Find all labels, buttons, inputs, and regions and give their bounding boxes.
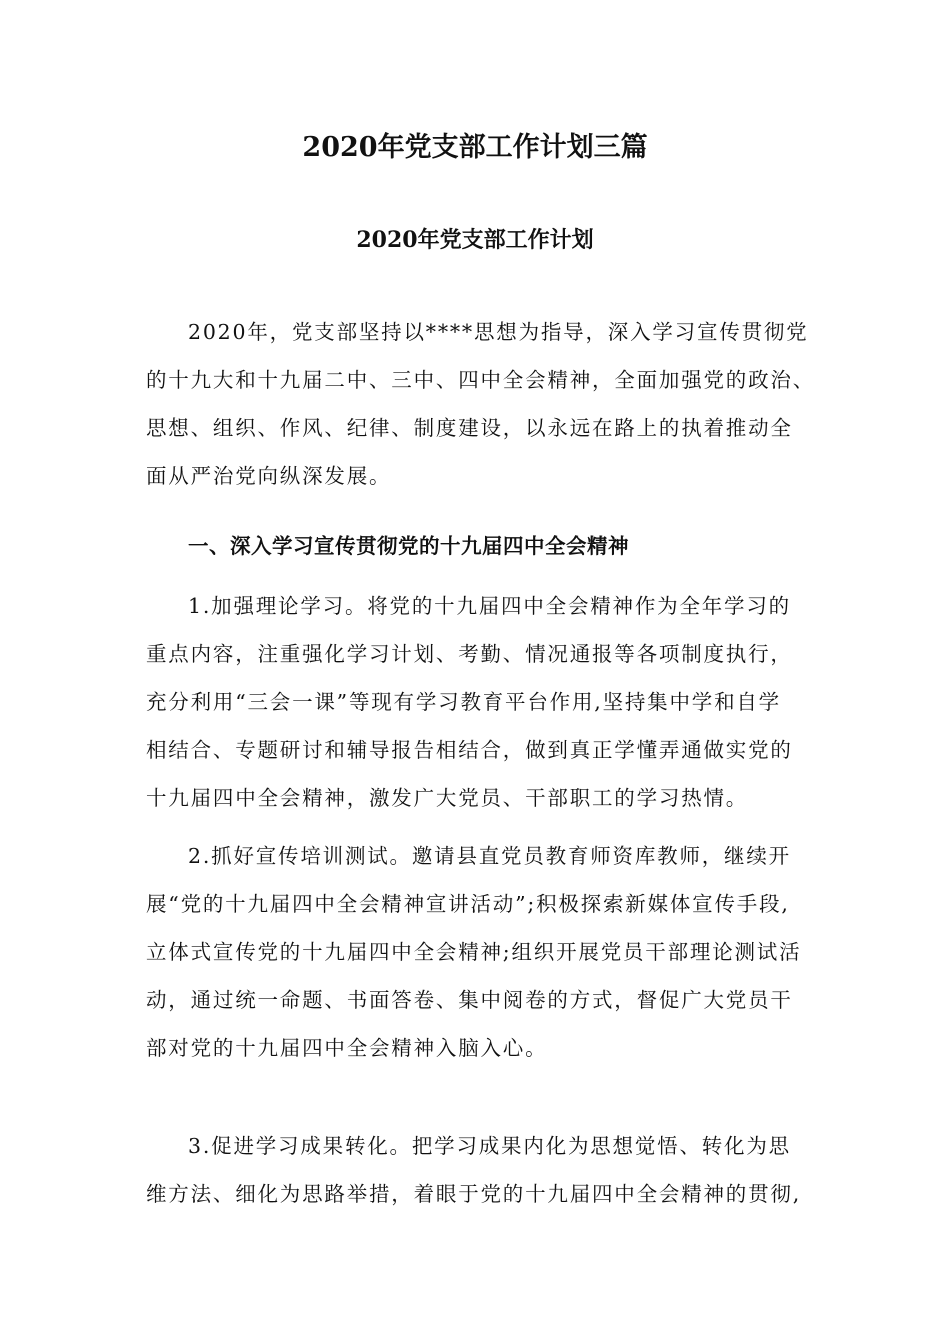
paragraph-line: 部对党的十九届四中全会精神入脑入心。 — [146, 1036, 548, 1060]
document-title: 2020年党支部工作计划三篇 — [302, 132, 648, 163]
paragraph-line: 维方法、细化为思路举措，着眼于党的十九届四中全会精神的贯彻, — [146, 1182, 802, 1206]
paragraph-line: 相结合、专题研讨和辅导报告相结合，做到真正学懂弄通做实党的 — [146, 738, 793, 762]
paragraph-line: 充分利用“三会一课”等现有学习教育平台作用,坚持集中学和自学 — [146, 690, 781, 714]
item-3-paragraph — [146, 1122, 826, 1218]
paragraph-line: 2020年，党支部坚持以****思想为指导，深入学习宣传贯彻党 — [188, 320, 809, 344]
paragraph-line: 思想、组织、作风、纪律、制度建设，以永远在路上的执着推动全 — [146, 416, 793, 440]
paragraph-line: 展“党的十九届四中全会精神宣讲活动”;积极探索新媒体宣传手段, — [146, 892, 790, 916]
paragraph-line: 重点内容，注重强化学习计划、考勤、情况通报等各项制度执行， — [146, 642, 793, 666]
paragraph-line: 立体式宣传党的十九届四中全会精神;组织开展党员干部理论测试活 — [146, 940, 802, 964]
item-1-paragraph — [146, 582, 826, 822]
paragraph-line: 3.促进学习成果转化。把学习成果内化为思想觉悟、转化为思 — [188, 1134, 791, 1158]
paragraph-line: 面从严治党向纵深发展。 — [146, 464, 392, 488]
intro-paragraph — [146, 308, 826, 500]
paragraph-line: 的十九大和十九届二中、三中、四中全会精神，全面加强党的政治、 — [146, 368, 815, 392]
item-2-paragraph — [146, 832, 826, 1072]
paragraph-line: 动，通过统一命题、书面答卷、集中阅卷的方式，督促广大党员干 — [146, 988, 793, 1012]
document-subtitle: 2020年党支部工作计划 — [356, 227, 594, 253]
paragraph-line: 2.抓好宣传培训测试。邀请县直党员教育师资库教师，继续开 — [188, 844, 791, 868]
paragraph-line: 十九届四中全会精神，激发广大党员、干部职工的学习热情。 — [146, 786, 749, 810]
section-heading: 一、深入学习宣传贯彻党的十九届四中全会精神 — [188, 534, 629, 558]
paragraph-line: 1.加强理论学习。将党的十九届四中全会精神作为全年学习的 — [188, 594, 791, 618]
